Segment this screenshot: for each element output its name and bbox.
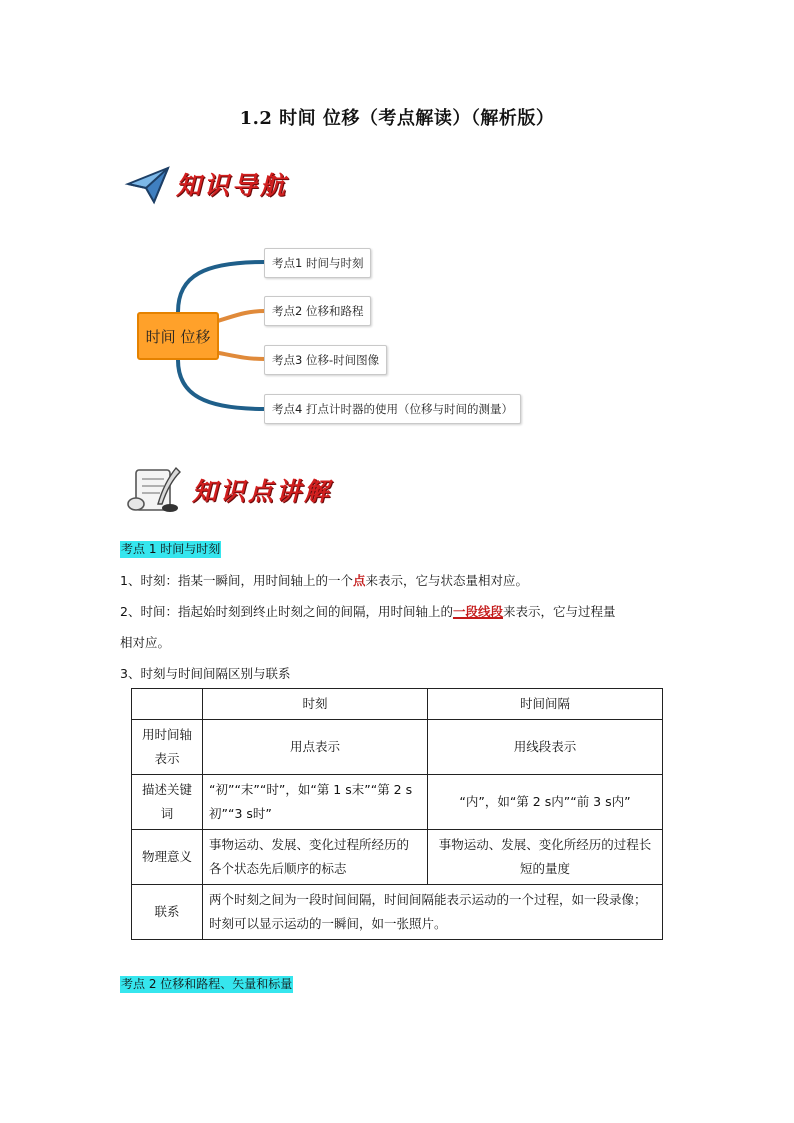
branch-1 [178,262,265,312]
mindmap-topic-4: 考点4 打点计时器的使用（位移与时间的测量） [264,394,521,424]
item-2-continuation: 相对应。 [120,635,171,650]
mindmap-topic-3: 考点3 位移-时间图像 [264,345,387,375]
table-header-interval: 时间间隔 [428,689,663,720]
section2-heading: 考点 2 位移和路程、矢量和标量 [121,977,293,991]
knowledge-explain-title: 知识点讲解 [192,477,333,506]
table-cell: “初”“末”“时”，如“第 1 s末”“第 2 s初”“3 s时” [203,775,428,830]
table-cell: 事物运动、发展、变化所经历的过程长短的量度 [428,830,663,885]
table-row [132,885,663,940]
branch-2 [214,311,265,322]
section1-heading: 考点 1 时间与时刻 [121,542,221,556]
table-cell: 用线段表示 [428,720,663,775]
table-row-label: 物理意义 [132,830,203,885]
table-relation-cell: 两个时刻之间为一段时间间隔，时间间隔能表示运动的一个过程，如一段录像；时刻可以显示运动的一瞬间，如一张照片。 [203,885,663,940]
table-row-label: 描述关键词 [132,775,203,830]
table-row-label: 用时间轴表示 [132,720,203,775]
branch-4 [178,360,265,409]
mindmap-topic-1: 考点1 时间与时刻 [264,248,371,278]
item-1-text: 1、时刻：指某一瞬间，用时间轴上的一个 [120,573,353,588]
table-row [132,830,663,885]
item-1 [120,572,528,590]
table-cell: “内”，如“第 2 s内”“前 3 s内” [428,775,663,830]
knowledge-explain-banner [124,464,364,516]
knowledge-nav-banner [124,162,304,206]
item-2-highlight: 一段线段 [452,604,503,619]
item-2-suffix: 来表示，它与过程量 [502,604,616,619]
table-header-moment: 时刻 [203,689,428,720]
table-header-empty [132,689,203,720]
item-2-text: 2、时间：指起始时刻到终止时刻之间的间隔，用时间轴上的 [120,604,453,619]
table-cell: 用点表示 [203,720,428,775]
comparison-table [131,688,663,940]
knowledge-nav-title: 知识导航 [176,171,289,200]
item-1-suffix: 来表示，它与状态量相对应。 [365,573,528,588]
item-2 [120,603,616,621]
table-row [132,720,663,775]
table-header-row [132,689,663,720]
scroll-quill-icon [124,464,186,516]
page-title: 1.2 时间 位移（考点解读）（解析版） [239,108,555,129]
item-1-highlight: 点 [352,573,366,588]
branch-3 [214,352,265,359]
table-row-label: 联系 [132,885,203,940]
item-3: 3、时刻与时间间隔区别与联系 [120,666,291,681]
mindmap-center-node: 时间 位移 [137,312,219,360]
mindmap-topic-2: 考点2 位移和路程 [264,296,371,326]
mindmap-connectors [0,0,794,460]
table-row [132,775,663,830]
paper-plane-icon [124,162,174,206]
table-cell: 事物运动、发展、变化过程所经历的各个状态先后顺序的标志 [203,830,428,885]
